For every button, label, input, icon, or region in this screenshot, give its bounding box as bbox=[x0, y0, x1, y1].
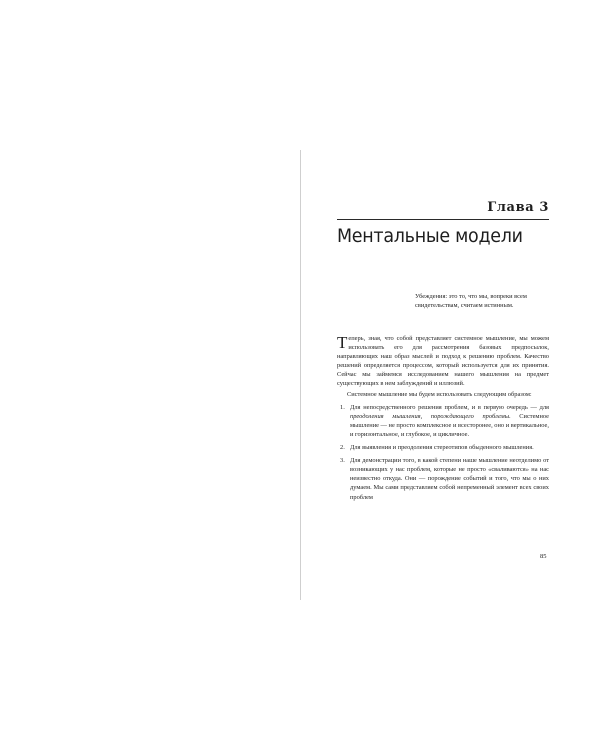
numbered-list bbox=[337, 403, 549, 502]
paragraph: Системное мышление мы будем использовать следующим образом: bbox=[347, 390, 532, 398]
paragraph-text: еперь, зная, что собой представляет системное мышление, мы можем использовать его для рассмотрения базовых предпосылок, направляющих наш образ мыслей и подход к решению проблем. Качество решений определяется процессом, который используется для их принятия. Сейчас мы займемся исследованием нашего мышления на предмет существующих в нем заблуждений и иллюзий. bbox=[337, 335, 549, 388]
book-page bbox=[337, 200, 549, 506]
list-text: Для непосредственного решения проблем, и в первую очередь — для bbox=[350, 403, 549, 411]
chapter-rule bbox=[337, 219, 549, 220]
chapter-label: Глава 3 bbox=[487, 200, 549, 215]
list-number: 2. bbox=[340, 444, 345, 452]
page-number: 85 bbox=[540, 553, 547, 560]
list-item bbox=[340, 403, 549, 439]
chapter-title: Ментальные модели bbox=[337, 225, 523, 247]
list-text: Для выявления и преодоления стереотипов обыденного мышления. bbox=[350, 444, 534, 452]
list-number: 3. bbox=[340, 457, 345, 465]
page-gutter-line bbox=[300, 150, 301, 600]
epigraph-line: Убеждения: это то, что мы, вопреки всем bbox=[415, 293, 527, 300]
paragraph bbox=[337, 334, 549, 389]
list-text: Для демонстрации того, в какой степени наше мышление неотделимо от возникающих у нас проблем, которые не просто «сваливаются» на нас неизвестно откуда. Они — порождение событий и того, что мы о них думаем. Мы сами представляем собой непременный элемент всех своих проблем bbox=[350, 457, 549, 501]
body-text bbox=[337, 334, 549, 502]
drop-cap: Т bbox=[337, 333, 348, 352]
list-item bbox=[340, 456, 549, 501]
list-text: . Системное мышление — не просто комплексное и всесторонее, оно и вертикальное, и горизонтальное, и глубокое, и цикличное. bbox=[350, 412, 549, 438]
list-text-italic: преодоления мышления, порождающего проблемы bbox=[350, 412, 510, 420]
epigraph-line: свидетельствам, считаем истинным. bbox=[415, 302, 514, 309]
list-number: 1. bbox=[340, 403, 345, 411]
epigraph bbox=[415, 292, 549, 310]
list-item bbox=[340, 443, 549, 452]
